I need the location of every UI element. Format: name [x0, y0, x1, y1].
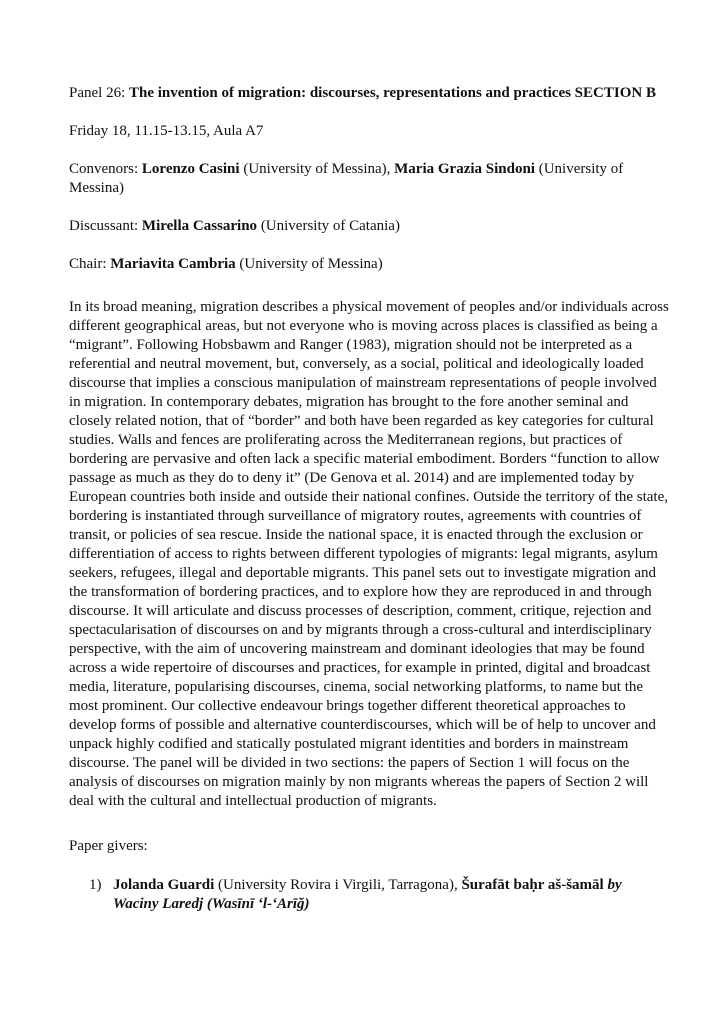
schedule-line: Friday 18, 11.15-13.15, Aula A7 [69, 123, 264, 139]
discussant-affiliation: (University of Catania) [257, 218, 400, 234]
chair-label: Chair: [69, 256, 111, 272]
convenor-name-1: Lorenzo Casini [141, 161, 240, 177]
convenor-name-2: Maria Grazia Sindoni [394, 161, 535, 177]
abstract-line: bordering are pervasive and often lack a specific material embodiment. Borders “function to allow [69, 451, 660, 467]
abstract-line: closely related notion, that of “border” and both have been regarded as key categories for cultural [69, 413, 654, 429]
paper-by: by [603, 877, 622, 893]
abstract-line: spectacularisation of discourses on and by migrants through a cross-cultural and interdisciplinary [69, 622, 652, 638]
abstract-line: different geographical areas, but not everyone who is moving across places is classified as being a [69, 318, 658, 334]
abstract-line: the transformation of bordering practices, and to explore how they are reproduced in and through [69, 584, 652, 600]
abstract-line: seekers, refugees, illegal and deportable migrants. This panel sets out to investigate migration and [69, 565, 657, 581]
abstract-line: discourse. The panel will be divided in two sections: the papers of Section 1 will focus on the [69, 755, 630, 771]
paper-title: Šurafāt baḥr aš-šamāl [461, 877, 604, 893]
panel-prefix: Panel 26: [69, 85, 129, 101]
abstract-line: across a wide repertoire of discourses and practices, for example in printed, digital and broadcast [69, 660, 651, 676]
convenors-line-2: Messina) [69, 180, 124, 196]
abstract-line: “migrant”. Following Hobsbawm and Ranger (1983), migration should not be interpreted as a [69, 337, 633, 353]
discussant-line [69, 217, 659, 236]
abstract-line: transit, or policies of sea rescue. Inside the national space, it is enacted through the exclusion or [69, 527, 643, 543]
discussant-label: Discussant: [69, 218, 142, 234]
abstract-line: deal with the cultural and intellectual production of migrants. [69, 793, 437, 809]
chair-line [69, 255, 659, 274]
abstract-line: in migration. In contemporary debates, migration has brought to the fore another seminal and [69, 394, 629, 410]
abstract-line: media, literature, popularising discourses, cinema, social networking platforms, to name but the [69, 679, 644, 695]
paper-title-line-2: Waciny Laredj (Wasīnī ‘l-‘Arīğ) [113, 896, 310, 912]
paper-entry [113, 876, 653, 914]
abstract-line: European countries both inside and outside their national confines. Outside the territory of the state, [69, 489, 669, 505]
convenors-line [69, 160, 659, 179]
abstract-line: discourse. It will articulate and discuss processes of description, comment, critique, rejection and [69, 603, 652, 619]
panel-title: The invention of migration: discourses, representations and practices SECTION B [129, 85, 656, 101]
abstract-paragraph [69, 298, 669, 811]
abstract-line: referential and neutral movement, but, conversely, as a social, political and ideologically loaded [69, 356, 644, 372]
abstract-line: unpack highly codified and statically postulated migrant identities and borders in mainstream [69, 736, 629, 752]
abstract-line: perspective, with the aim of uncovering mainstream and dominant ideologies that may be found [69, 641, 645, 657]
document-header [69, 84, 659, 274]
convenor-affiliation-1: (University of Messina), [239, 161, 395, 177]
abstract-line: differentiation of access to rights between different typologies of migrants: legal migrants, asylum [69, 546, 658, 562]
paper-number: 1) [89, 877, 102, 893]
abstract-line: passage as much as they do to deny it” (De Genova et al. 2014) and are implemented today by [69, 470, 635, 486]
paper-affiliation: (University Rovira i Virgili, Tarragona), [214, 877, 462, 893]
convenor-affiliation-2: (University of [534, 161, 624, 177]
panel-title-line [69, 84, 659, 103]
paper-givers-label: Paper givers: [69, 838, 148, 854]
paper-author: Jolanda Guardi [113, 877, 215, 893]
chair-affiliation: (University of Messina) [235, 256, 383, 272]
abstract-line: discourse that implies a conscious manipulation of mainstream representations of people involved [69, 375, 657, 391]
convenors-label: Convenors: [69, 161, 142, 177]
chair-name: Mariavita Cambria [110, 256, 236, 272]
abstract-line: most prominent. Our collective endeavour brings together different theoretical approaches to [69, 698, 626, 714]
abstract-line: develop forms of possible and alternative counterdiscourses, which will be of help to uncover and [69, 717, 656, 733]
abstract-line: analysis of discourses on migration mainly by non migrants whereas the papers of Section 2 will [69, 774, 649, 790]
abstract-line: bordering is instantiated through surveillance of migratory routes, agreements with countries of [69, 508, 642, 524]
abstract-line: In its broad meaning, migration describes a physical movement of peoples and/or individuals across [69, 299, 669, 315]
discussant-name: Mirella Cassarino [141, 218, 258, 234]
abstract-line: studies. Walls and fences are proliferating across the Mediterranean regions, but practices of [69, 432, 623, 448]
